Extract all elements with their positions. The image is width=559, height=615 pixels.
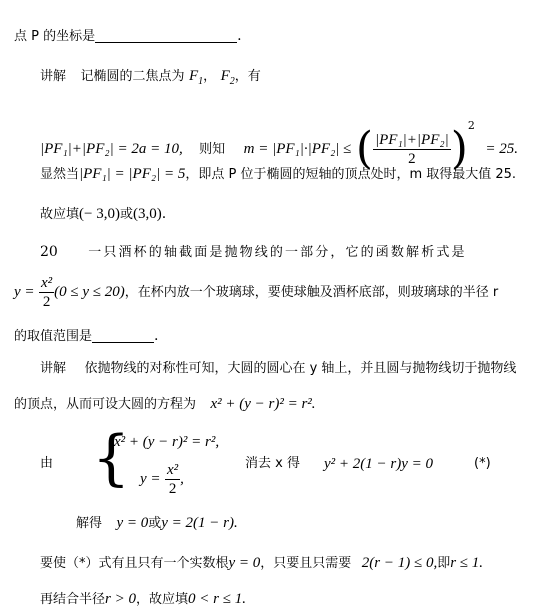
- explanation-2-label: 讲解: [40, 361, 67, 376]
- question-20-formula-line: [14, 270, 498, 314]
- eq-fraction: [373, 131, 451, 168]
- left-paren: (: [355, 123, 374, 174]
- system-row-2-fraction: [165, 461, 180, 498]
- solution-a: y = 0: [116, 515, 149, 531]
- obviously-eq: |PF₁| = |PF₂| = 5: [79, 166, 186, 182]
- focus-f2: $F_2$: [220, 68, 235, 87]
- obviously-post: ，即点 P 位于椭圆的短轴的顶点处时，m 取得最大值 25.: [185, 167, 517, 182]
- solution-line: [76, 513, 238, 534]
- system-row-2-num: x²: [166, 461, 179, 478]
- system-row-1: x² + (y − r)² = r²,: [114, 434, 220, 450]
- range-end: .: [154, 328, 159, 344]
- explanation-tail: ，有: [234, 69, 261, 84]
- parabola-range: (0 ≤ y ≤ 20): [54, 284, 125, 300]
- eliminate-x: 消去 x 得: [245, 456, 300, 471]
- final-r: r > 0: [105, 591, 136, 607]
- answer-period: .: [237, 28, 242, 44]
- eq-rhs: = 25.: [485, 141, 518, 157]
- final-pre: 再结合半径: [40, 592, 106, 607]
- condition-result: r ≤ 1.: [450, 555, 484, 571]
- obviously-line: [40, 164, 516, 185]
- system-row-2-den: 2: [168, 480, 177, 497]
- question-20: [40, 242, 463, 263]
- fill-end: .: [161, 206, 167, 222]
- fraction-denominator: 2: [408, 150, 416, 167]
- answer-text: 点 P 的坐标是: [14, 29, 96, 44]
- question-text-2: ，在杯内放一个玻璃球，要使球触及酒杯底部，则玻璃球的半径 r: [124, 285, 499, 300]
- condition-ji: 即: [437, 556, 451, 571]
- condition-line: [40, 553, 483, 574]
- focus-f1: $F_1$: [188, 68, 204, 87]
- fill-pre: 故应填: [40, 207, 80, 222]
- range-text: 的取值范围是: [14, 329, 93, 344]
- explanation-2-cont: [14, 394, 316, 415]
- solution-pre: 解得: [76, 516, 103, 531]
- fill-answer-line: [40, 204, 166, 225]
- eq-zhi: 则知: [199, 142, 226, 157]
- solution-b: y = 2(1 − r).: [161, 515, 238, 531]
- fill-or: 或: [119, 207, 133, 222]
- question-number: 20: [40, 244, 58, 260]
- system-row-2: [140, 458, 184, 500]
- obviously-pre: 显然当: [40, 167, 80, 182]
- parabola-denominator: 2: [42, 293, 51, 310]
- eq-m: m = |PF₁|·|PF₂| ≤: [243, 141, 352, 157]
- fraction-numerator: |PF₁|+|PF₂|: [375, 131, 449, 148]
- explanation-text: 记椭圆的二焦点为: [80, 69, 185, 84]
- comma: ，: [203, 69, 217, 84]
- parabola-fraction: [39, 274, 54, 311]
- eq-exponent: 2: [467, 119, 475, 132]
- system-row-2-y: y =: [140, 471, 161, 487]
- eq-lhs: |PF₁|+|PF₂| = 2a = 10,: [40, 141, 183, 157]
- explanation-label: 讲解: [40, 69, 67, 84]
- range-blank: [92, 328, 154, 343]
- parabola-y: y =: [14, 284, 35, 300]
- explanation-2-text: 依抛物线的对称性可知，大圆的圆心在 y 轴上，并且圆与抛物线切于抛物线: [84, 361, 517, 376]
- system-brace: {: [92, 423, 131, 493]
- final-mid: ，故应填: [135, 592, 188, 607]
- question-text: 一 只 酒 杯 的 轴 截 面 是 抛 物 线 的 一 部 分 ， 它 的 函 数 解 析 式 是: [88, 245, 464, 260]
- final-answer: 0 < r ≤ 1.: [188, 591, 246, 607]
- final-line: [40, 589, 246, 610]
- condition-mid: ，只要且只需要: [260, 556, 352, 571]
- explanation-2: [40, 358, 516, 379]
- right-paren: ): [450, 123, 468, 174]
- condition-inequality: 2(r − 1) ≤ 0,: [361, 555, 438, 571]
- answer-line-p: [14, 26, 242, 47]
- answer-blank: [95, 28, 237, 43]
- solution-or: 或: [148, 516, 162, 531]
- explanation-1: [40, 66, 261, 92]
- circle-equation: x² + (y − r)² = r².: [210, 396, 316, 412]
- condition-pre: 要使（*）式有且只有一个实数根: [40, 556, 229, 571]
- system-you: 由: [40, 456, 54, 471]
- fill-answer-b: (3,0): [132, 206, 162, 222]
- star-label: (*): [474, 456, 491, 471]
- circle-eq-text: 的顶点，从而可设大圆的方程为: [14, 397, 197, 412]
- fill-answer-a: (− 3,0): [79, 206, 120, 222]
- condition-y0: y = 0: [228, 555, 261, 571]
- eliminated-equation: y² + 2(1 − r)y = 0: [324, 456, 434, 472]
- question-20-range-line: [14, 326, 158, 347]
- system-row-2-end: ,: [180, 471, 184, 487]
- parabola-numerator: x²: [40, 274, 53, 291]
